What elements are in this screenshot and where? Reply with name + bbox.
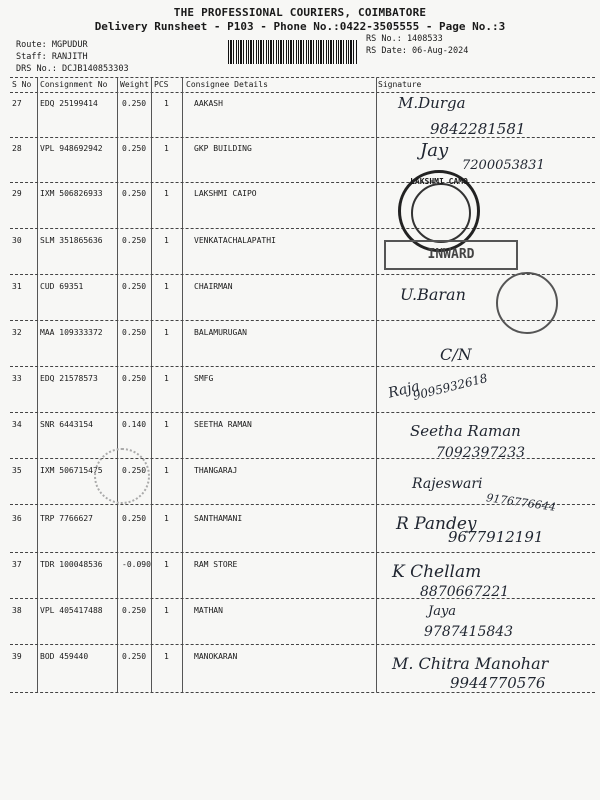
row-consignee: CHAIRMAN xyxy=(194,282,233,291)
row-pcs: 1 xyxy=(164,189,169,198)
row-consignee: BALAMURUGAN xyxy=(194,328,247,337)
row-consignment: SNR 6443154 xyxy=(40,420,93,429)
signature-27: M.Durga xyxy=(398,94,466,112)
table-row xyxy=(10,236,380,282)
signature-32: C/N xyxy=(440,345,472,364)
signature-33: Raja xyxy=(386,378,422,402)
row-sno: 32 xyxy=(12,328,22,337)
row-consignee: SANTHAMANI xyxy=(194,514,243,523)
runsheet-subtitle: Delivery Runsheet - P103 - Phone No.:0422-3505555 - Page No.:3 xyxy=(94,20,506,33)
phone-38: 9787415843 xyxy=(424,624,514,640)
row-consignment: VPL 948692942 xyxy=(40,144,103,153)
row-sno: 37 xyxy=(12,560,22,569)
row-weight: 0.140 xyxy=(122,420,147,429)
row-sno: 34 xyxy=(12,420,22,429)
row-weight: 0.250 xyxy=(122,236,147,245)
row-consignment: TRP 7766627 xyxy=(40,514,93,523)
phone-33: 9095932618 xyxy=(411,370,489,404)
row-pcs: 1 xyxy=(164,99,169,108)
row-weight: -0.090 xyxy=(122,560,151,569)
phone-34: 7092397233 xyxy=(436,445,526,461)
row-consignment: CUD 69351 xyxy=(40,282,84,291)
signature-37: K Chellam xyxy=(392,562,482,582)
row-sno: 31 xyxy=(12,282,22,291)
table-row xyxy=(10,606,380,652)
row-consignee: AAKASH xyxy=(194,99,223,108)
row-consignment: SLM 351865636 xyxy=(40,236,103,245)
row-consignee: MATHAN xyxy=(194,606,223,615)
signature-39: M. Chitra Manohar xyxy=(392,654,549,673)
col-consignment: Consignment No xyxy=(40,80,108,89)
table-row xyxy=(10,514,380,560)
row-consignee: RAM STORE xyxy=(194,560,238,569)
table-row xyxy=(10,144,380,190)
col-weight: Weight xyxy=(120,80,149,89)
table-row xyxy=(10,560,380,606)
col-consignee: Consignee Details xyxy=(186,80,268,89)
company-title: THE PROFESSIONAL COURIERS, COIMBATORE xyxy=(173,6,427,19)
row-sno: 38 xyxy=(12,606,22,615)
row-pcs: 1 xyxy=(164,560,169,569)
table-row xyxy=(10,374,380,420)
stamp-text: LAKSHMI CAMO xyxy=(410,177,468,186)
row-consignment: EDQ 21578573 xyxy=(40,374,98,383)
row-pcs: 1 xyxy=(164,328,169,337)
table-row xyxy=(10,99,380,145)
row-pcs: 1 xyxy=(164,374,169,383)
signature-36: R Pandey xyxy=(396,514,477,534)
row-consignment: MAA 109333372 xyxy=(40,328,103,337)
row-pcs: 1 xyxy=(164,282,169,291)
rs-date: RS Date: 06-Aug-2024 xyxy=(366,46,469,56)
row-pcs: 1 xyxy=(164,606,169,615)
row-rule xyxy=(10,228,595,229)
table-row xyxy=(10,282,380,328)
row-sno: 30 xyxy=(12,236,22,245)
row-rule xyxy=(10,274,595,275)
col-pcs: PCS xyxy=(154,80,169,89)
table-bottom-rule xyxy=(10,692,595,693)
row-pcs: 1 xyxy=(164,236,169,245)
row-sno: 33 xyxy=(12,374,22,383)
row-sno: 39 xyxy=(12,652,22,661)
row-consignee: LAKSHMI CAIPO xyxy=(194,189,257,198)
row-sno: 36 xyxy=(12,514,22,523)
col-sno: S No xyxy=(12,80,32,89)
table-row xyxy=(10,466,380,512)
row-weight: 0.250 xyxy=(122,328,147,337)
row-weight: 0.250 xyxy=(122,99,147,108)
row-consignee: MANOKARAN xyxy=(194,652,238,661)
row-weight: 0.250 xyxy=(122,652,147,661)
row-pcs: 1 xyxy=(164,514,169,523)
row-consignment: IXM 506826933 xyxy=(40,189,103,198)
col-signature: Signature xyxy=(378,80,422,89)
phone-27: 9842281581 xyxy=(430,120,526,138)
signature-28: Jay xyxy=(420,140,449,161)
row-consignment: EDQ 25199414 xyxy=(40,99,98,108)
inward-stamp: INWARD xyxy=(384,240,518,270)
row-consignee: VENKATACHALAPATHI xyxy=(194,236,276,245)
row-consignment: BOD 459440 xyxy=(40,652,89,661)
row-rule xyxy=(10,366,595,367)
barcode-image xyxy=(228,40,358,64)
faded-stamp xyxy=(94,448,150,504)
row-rule xyxy=(10,644,595,645)
row-consignment: TDR 100048536 xyxy=(40,560,103,569)
phone-36: 9677912191 xyxy=(448,528,544,546)
phone-39: 9944770576 xyxy=(450,674,546,692)
row-rule xyxy=(10,552,595,553)
row-pcs: 1 xyxy=(164,466,169,475)
row-consignee: THANGARAJ xyxy=(194,466,238,475)
signature-35: Rajeswari xyxy=(412,476,483,492)
row-pcs: 1 xyxy=(164,420,169,429)
drs-label: DRS No.: DCJB140853303 xyxy=(16,64,129,74)
staff-label: Staff: RANJITH xyxy=(16,52,88,62)
rs-number: RS No.: 1408533 xyxy=(366,34,443,44)
row-sno: 27 xyxy=(12,99,22,108)
table-header-rule xyxy=(10,92,595,93)
row-sno: 28 xyxy=(12,144,22,153)
row-consignee: SEETHA RAMAN xyxy=(194,420,252,429)
row-consignment: VPL 405417488 xyxy=(40,606,103,615)
signature-34: Seetha Raman xyxy=(410,422,521,440)
table-row xyxy=(10,328,380,374)
row-consignee: GKP BUILDING xyxy=(194,144,252,153)
table-row xyxy=(10,420,380,466)
row-weight: 0.250 xyxy=(122,189,147,198)
row-weight: 0.250 xyxy=(122,144,147,153)
row-sno: 35 xyxy=(12,466,22,475)
row-pcs: 1 xyxy=(164,144,169,153)
row-consignment: IXM 506715475 xyxy=(40,466,103,475)
round-stamp xyxy=(496,272,558,334)
row-weight: 0.250 xyxy=(122,606,147,615)
phone-28: 7200053831 xyxy=(462,158,545,173)
signature-38: Jaya xyxy=(428,604,457,619)
row-rule xyxy=(10,412,595,413)
row-rule xyxy=(10,182,595,183)
row-sno: 29 xyxy=(12,189,22,198)
row-pcs: 1 xyxy=(164,652,169,661)
route-label: Route: MGPUDUR xyxy=(16,40,88,50)
row-weight: 0.250 xyxy=(122,374,147,383)
row-weight: 0.250 xyxy=(122,466,147,475)
row-consignee: SMFG xyxy=(194,374,214,383)
row-weight: 0.250 xyxy=(122,282,147,291)
row-weight: 0.250 xyxy=(122,514,147,523)
phone-35: 9176776644 xyxy=(485,491,557,514)
table-header xyxy=(10,78,595,92)
signature-31: U.Baran xyxy=(400,285,466,304)
phone-37: 8870667221 xyxy=(420,584,510,600)
